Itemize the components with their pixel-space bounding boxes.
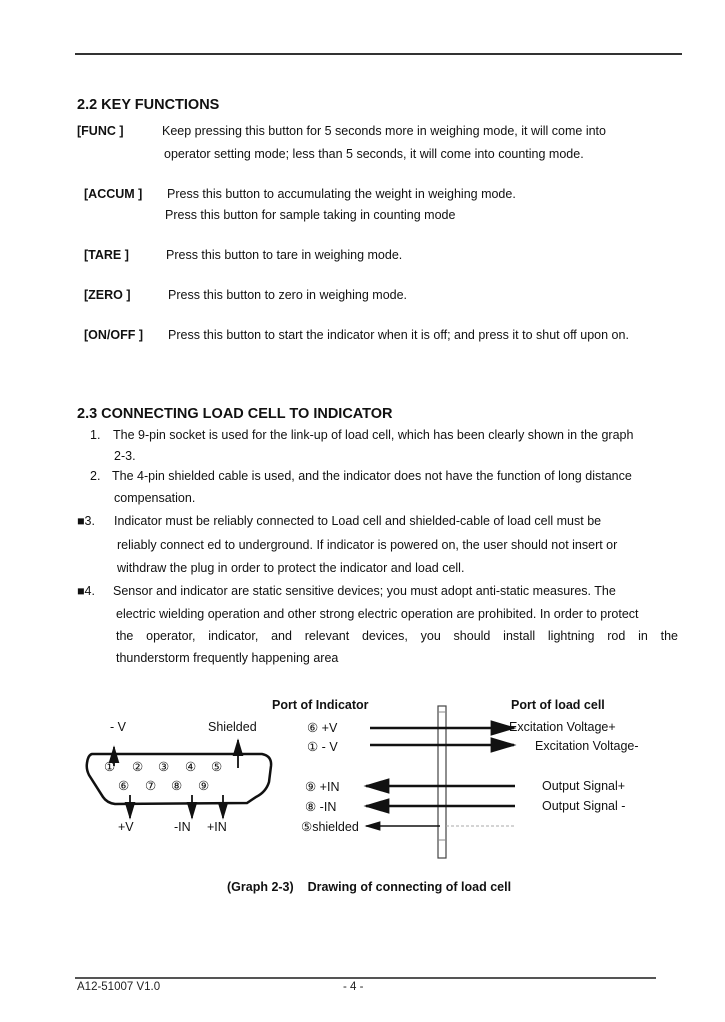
key-onoff-desc: Press this button to start the indicator when it is off; and press it to shut off upon on.	[168, 328, 629, 342]
key-func-label: [FUNC ]	[77, 124, 124, 138]
key-func-desc-line1: Keep pressing this button for 5 seconds more in weighing mode, it will come into	[162, 124, 606, 138]
loadcell-output-minus: Output Signal -	[542, 799, 626, 813]
loadcell-excitation-plus: Excitation Voltage+	[509, 720, 616, 734]
item-2-line2: compensation.	[114, 491, 196, 505]
item-3-line1: Indicator must be reliably connected to Load cell and shielded-cable of load cell must be	[114, 514, 602, 528]
pin-6: ⑥	[118, 779, 130, 793]
indicator-pin-shielded: ⑤shielded	[301, 820, 359, 834]
connector-label-plus-in: +IN	[207, 820, 227, 834]
pin-5: ⑤	[211, 760, 223, 774]
item-3-line2: reliably connect ed to underground. If indicator is powered on, the user should not insert or	[117, 538, 618, 552]
section-title-connecting-load-cell: 2.3 CONNECTING LOAD CELL TO INDICATOR	[77, 406, 393, 422]
loadcell-excitation-minus: Excitation Voltage-	[535, 739, 639, 753]
item-4-line4: thunderstorm frequently happening area	[116, 651, 339, 665]
item-2-marker: 2.	[90, 469, 101, 483]
key-accum-desc-line1: Press this button to accumulating the weight in weighing mode.	[167, 187, 516, 201]
pin-1: ①	[104, 760, 116, 774]
indicator-pin-plus-v: ⑥ +V	[307, 721, 338, 735]
item-4-line2: electric wielding operation and other strong electric operation are prohibited. In order to protect	[116, 607, 639, 621]
diagram-caption: (Graph 2-3) Drawing of connecting of load cell	[227, 880, 512, 894]
pin-8: ⑧	[171, 779, 183, 793]
item-1-line1: The 9-pin socket is used for the link-up of load cell, which has been clearly shown in the graph	[113, 428, 634, 442]
key-zero-desc: Press this button to zero in weighing mode.	[168, 288, 408, 302]
pin-7: ⑦	[145, 779, 157, 793]
item-4-line3: the operator, indicator, and relevant devices, you should install lightning rod in the	[116, 629, 678, 643]
connector-label-plus-v: +V	[118, 820, 134, 834]
indicator-pin-plus-in: ⑨ +IN	[305, 780, 340, 794]
indicator-pin-minus-in: ⑧ -IN	[305, 800, 337, 814]
item-2-line1: The 4-pin shielded cable is used, and the indicator does not have the function of long distance	[112, 469, 632, 483]
pin-9: ⑨	[198, 779, 210, 793]
item-4-line1: Sensor and indicator are static sensitive devices; you must adopt anti-static measures. The	[113, 584, 616, 598]
item-1-line2: 2-3.	[114, 449, 136, 463]
section-title-key-functions: 2.2 KEY FUNCTIONS	[77, 97, 220, 113]
key-zero-label: [ZERO ]	[84, 288, 131, 302]
item-3-line3: withdraw the plug in order to protect the indicator and load cell.	[117, 561, 465, 575]
port-loadcell-title: Port of load cell	[511, 698, 605, 712]
pin-3: ③	[158, 760, 170, 774]
key-tare-label: [TARE ]	[84, 248, 129, 262]
connector-label-minus-v: - V	[110, 720, 126, 734]
footer-page-number: - 4 -	[343, 981, 364, 993]
key-onoff-label: [ON/OFF ]	[84, 328, 144, 342]
port-indicator-title: Port of Indicator	[272, 698, 369, 712]
connector-label-shielded: Shielded	[208, 720, 257, 734]
footer-doc-id: A12-51007 V1.0	[77, 981, 161, 993]
loadcell-output-plus: Output Signal+	[542, 779, 626, 793]
key-tare-desc: Press this button to tare in weighing mode.	[166, 248, 403, 262]
key-accum-desc-line2: Press this button for sample taking in counting mode	[165, 208, 456, 222]
item-1-marker: 1.	[90, 428, 101, 442]
pin-4: ④	[185, 760, 197, 774]
pin-2: ②	[132, 760, 144, 774]
item-4-marker: ■4.	[77, 584, 95, 598]
footer-rule	[75, 977, 656, 979]
key-accum-label: [ACCUM ]	[84, 187, 143, 201]
item-3-marker: ■3.	[77, 514, 95, 528]
indicator-pin-minus-v: ① - V	[307, 740, 338, 754]
connector-label-minus-in: -IN	[174, 820, 191, 834]
key-func-desc-line2: operator setting mode; less than 5 seconds, it will come into counting mode.	[164, 147, 584, 161]
